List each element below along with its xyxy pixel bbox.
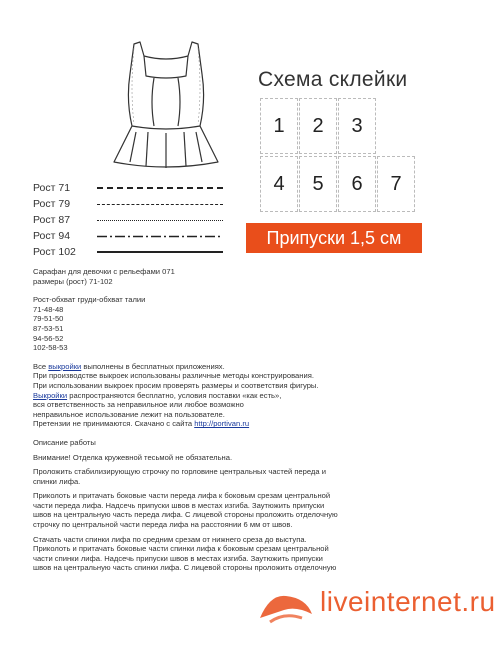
measure-row: 102-58-53: [33, 343, 68, 353]
info-text: Претензии не принимаются. Скачано с сайта: [33, 419, 195, 429]
line-solid: [97, 251, 223, 253]
sheet-cell-5: 5: [299, 156, 337, 212]
size-row: [33, 244, 223, 260]
info-line: При использовании выкроек просим проверять размеры и соответствия фигуры.: [33, 380, 319, 390]
pattern-sheet-grid: [258, 98, 418, 218]
patterns-link[interactable]: выкройки: [48, 361, 82, 371]
size-legend: [33, 180, 223, 260]
sheet-cell-1: 1: [260, 98, 298, 154]
step-text: швов на центральную часть спинки лифа. С лицевой стороны проложить отделочную: [33, 563, 337, 573]
site-link[interactable]: http://portivan.ru: [194, 419, 250, 429]
info-line: неправильное использование лежит на пользователе.: [33, 409, 225, 419]
liveinternet-logo-icon: [256, 588, 318, 630]
step-text: Стачать части спинки лифа по средним срезам от нижнего среза до выступа.: [33, 534, 307, 544]
size-row: [33, 196, 223, 212]
info-text: распространяются бесплатно, условия поставки «как есть»,: [67, 390, 282, 400]
size-label: Рост 102: [33, 246, 76, 258]
size-row: [33, 228, 223, 244]
dress-sketch: [96, 40, 236, 170]
size-row: [33, 180, 223, 196]
measure-row: 87-53-51: [33, 323, 64, 333]
info-line: [33, 362, 428, 372]
size-label: Рост 94: [33, 230, 71, 242]
step-text: швов на центральную часть переда лифа. С лицевой стороны проложить отделочную: [33, 510, 338, 520]
size-label: Рост 71: [33, 182, 71, 194]
size-label: Рост 87: [33, 214, 71, 226]
attention-note: Внимание! Отделка кружевной тесьмой не обязательна.: [33, 452, 233, 462]
step-text: Проложить стабилизирующую строчку по горловине центральных частей переда и: [33, 467, 326, 477]
measure-header: Рост-обхват груди-обхват талии: [33, 295, 146, 305]
doc-title: Сарафан для девочки с рельефами 071: [33, 267, 175, 276]
line-dotted: [97, 220, 223, 221]
line-short-dash: [97, 204, 223, 205]
watermark-text: liveinternet.ru: [320, 586, 496, 617]
size-label: Рост 79: [33, 198, 71, 210]
measure-row: 94-56-52: [33, 333, 64, 343]
sheet-cell-4: 4: [260, 156, 298, 212]
seam-allowance-badge: Припуски 1,5 см: [246, 223, 422, 253]
patterns-link[interactable]: Выкройки: [33, 390, 68, 400]
info-line: вся ответственность за неправильное или любое возможно: [33, 400, 244, 410]
measure-row: 71-48-48: [33, 304, 64, 314]
step-text: Приколоть и притачать боковые части переда лифа к боковым срезам центральной: [33, 491, 331, 501]
measure-row: 79-51-50: [33, 314, 64, 324]
sheet-cell-3: 3: [338, 98, 376, 154]
step-text: Приколоть и притачать боковые части спинки лифа к боковым срезам центральной: [33, 544, 329, 554]
step-text: части переда лифа. Надсечь припуски швов в местах изгиба. Заутюжить припуски: [33, 500, 325, 510]
step-text: строчку по центральной части переда лифа на расстоянии 6 мм от швов.: [33, 520, 293, 530]
info-line: [33, 391, 428, 401]
work-title: Описание работы: [33, 437, 96, 447]
doc-size-range: размеры (рост) 71-102: [33, 276, 113, 286]
line-long-dash: [97, 187, 223, 189]
step-text: части спинки лифа. Надсечь припуски швов в местах изгиба. Заутюжить припуски: [33, 553, 323, 563]
info-line: При производстве выкроек использованы различные методы конструирования.: [33, 371, 314, 381]
size-row: [33, 212, 223, 228]
pattern-description: [33, 267, 428, 573]
step-text: спинки лифа.: [33, 476, 81, 486]
sheet-cell-6: 6: [338, 156, 376, 212]
info-line: [33, 419, 428, 429]
scheme-title: Схема склейки: [258, 68, 408, 91]
line-dash-dot: [97, 235, 223, 238]
sheet-cell-7: 7: [377, 156, 415, 212]
info-text: выполнены в бесплатных приложениях.: [81, 361, 225, 371]
info-text: Все: [33, 361, 49, 371]
sheet-cell-2: 2: [299, 98, 337, 154]
